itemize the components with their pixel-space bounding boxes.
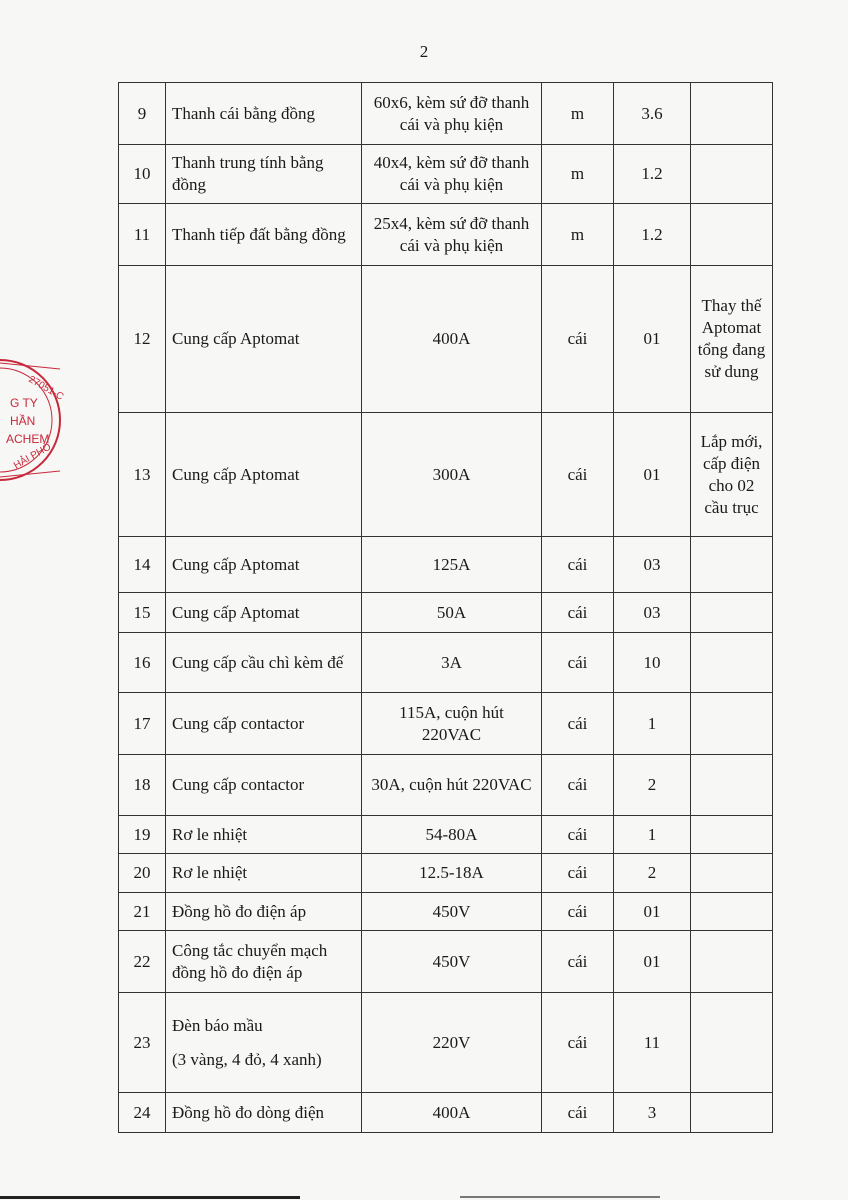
- item-name: Cung cấp contactor: [166, 755, 362, 816]
- item-note: [691, 931, 773, 993]
- item-number: 18: [119, 755, 166, 816]
- table-row: [119, 755, 773, 816]
- table-row: [119, 854, 773, 893]
- item-note: Thay thế Aptomat tổng đang sử dung: [691, 266, 773, 413]
- item-name: Cung cấp Aptomat: [166, 537, 362, 593]
- item-spec: 60x6, kèm sứ đỡ thanh cái và phụ kiện: [362, 83, 542, 145]
- svg-text:27051-C: 27051-C: [26, 374, 66, 403]
- item-unit: cái: [542, 537, 614, 593]
- item-number: 24: [119, 1093, 166, 1133]
- item-number: 9: [119, 83, 166, 145]
- item-spec: 400A: [362, 266, 542, 413]
- item-quantity: 1: [614, 816, 691, 854]
- item-number: 15: [119, 593, 166, 633]
- item-unit: cái: [542, 854, 614, 893]
- table-row: [119, 1093, 773, 1133]
- item-spec: 3A: [362, 633, 542, 693]
- item-number: 16: [119, 633, 166, 693]
- item-note: [691, 537, 773, 593]
- table-row: [119, 204, 773, 266]
- item-unit: cái: [542, 693, 614, 755]
- item-unit: cái: [542, 1093, 614, 1133]
- item-unit: cái: [542, 755, 614, 816]
- items-table: [118, 82, 773, 1133]
- item-name: Rơ le nhiệt: [166, 816, 362, 854]
- item-unit: m: [542, 83, 614, 145]
- item-number: 11: [119, 204, 166, 266]
- item-spec: 50A: [362, 593, 542, 633]
- item-unit: cái: [542, 993, 614, 1093]
- item-number: 23: [119, 993, 166, 1093]
- item-spec: 220V: [362, 993, 542, 1093]
- item-quantity: 10: [614, 633, 691, 693]
- item-spec: 54-80A: [362, 816, 542, 854]
- item-unit: cái: [542, 633, 614, 693]
- item-spec: 300A: [362, 413, 542, 537]
- item-spec: 12.5-18A: [362, 854, 542, 893]
- table-row: [119, 893, 773, 931]
- item-name: Thanh cái bằng đồng: [166, 83, 362, 145]
- item-note: [691, 145, 773, 204]
- item-name-text: Đèn báo mầu: [172, 1015, 263, 1035]
- item-unit: m: [542, 145, 614, 204]
- svg-text:HẦN: HẦN: [10, 414, 36, 428]
- item-spec: 115A, cuộn hút 220VAC: [362, 693, 542, 755]
- item-quantity: 1: [614, 693, 691, 755]
- item-name: Cung cấp Aptomat: [166, 266, 362, 413]
- table-row: [119, 693, 773, 755]
- item-number: 22: [119, 931, 166, 993]
- item-unit: cái: [542, 413, 614, 537]
- table-row: [119, 83, 773, 145]
- item-spec: 450V: [362, 893, 542, 931]
- item-note: Lắp mới, cấp điện cho 02 cầu trục: [691, 413, 773, 537]
- item-number: 12: [119, 266, 166, 413]
- item-spec: 25x4, kèm sứ đỡ thanh cái và phụ kiện: [362, 204, 542, 266]
- svg-text:G TY: G TY: [10, 396, 38, 410]
- item-name: Cung cấp cầu chì kèm đế: [166, 633, 362, 693]
- item-unit: cái: [542, 931, 614, 993]
- item-quantity: 03: [614, 537, 691, 593]
- table-row: [119, 593, 773, 633]
- table-row: [119, 145, 773, 204]
- item-quantity: 1.2: [614, 204, 691, 266]
- item-quantity: 2: [614, 755, 691, 816]
- item-note: [691, 854, 773, 893]
- bottom-rule: [0, 1196, 300, 1199]
- item-quantity: 01: [614, 413, 691, 537]
- item-name-note: (3 vàng, 4 đỏ, 4 xanh): [172, 1049, 322, 1069]
- item-unit: cái: [542, 893, 614, 931]
- item-note: [691, 993, 773, 1093]
- table-row: [119, 413, 773, 537]
- item-number: 10: [119, 145, 166, 204]
- item-name: Thanh tiếp đất bằng đồng: [166, 204, 362, 266]
- item-quantity: 1.2: [614, 145, 691, 204]
- item-note: [691, 83, 773, 145]
- svg-text:HẢI PHÒ: HẢI PHÒ: [12, 441, 54, 472]
- item-note: [691, 693, 773, 755]
- item-quantity: 11: [614, 993, 691, 1093]
- item-unit: cái: [542, 266, 614, 413]
- item-note: [691, 893, 773, 931]
- item-unit: cái: [542, 593, 614, 633]
- item-note: [691, 204, 773, 266]
- item-note: [691, 1093, 773, 1133]
- item-spec: 40x4, kèm sứ đỡ thanh cái và phụ kiện: [362, 145, 542, 204]
- item-quantity: 01: [614, 931, 691, 993]
- item-spec: 450V: [362, 931, 542, 993]
- item-name: Công tắc chuyển mạch đồng hồ đo điện áp: [166, 931, 362, 993]
- table-row: [119, 993, 773, 1093]
- item-number: 19: [119, 816, 166, 854]
- item-name: Cung cấp Aptomat: [166, 413, 362, 537]
- table-row: [119, 816, 773, 854]
- item-unit: m: [542, 204, 614, 266]
- item-note: [691, 755, 773, 816]
- item-note: [691, 816, 773, 854]
- item-spec: 125A: [362, 537, 542, 593]
- svg-text:ACHEM: ACHEM: [6, 432, 50, 446]
- items-table-body: [119, 83, 773, 1133]
- item-name: Cung cấp Aptomat: [166, 593, 362, 633]
- company-seal: [0, 345, 66, 495]
- item-note: [691, 593, 773, 633]
- item-name: Rơ le nhiệt: [166, 854, 362, 893]
- item-number: 21: [119, 893, 166, 931]
- table-row: [119, 266, 773, 413]
- item-note: [691, 633, 773, 693]
- item-number: 13: [119, 413, 166, 537]
- item-quantity: 01: [614, 893, 691, 931]
- item-quantity: 2: [614, 854, 691, 893]
- item-quantity: 03: [614, 593, 691, 633]
- item-spec: 400A: [362, 1093, 542, 1133]
- item-name: [166, 993, 362, 1093]
- item-quantity: 01: [614, 266, 691, 413]
- item-quantity: 3.6: [614, 83, 691, 145]
- item-number: 14: [119, 537, 166, 593]
- table-row: [119, 931, 773, 993]
- table-row: [119, 537, 773, 593]
- table-row: [119, 633, 773, 693]
- item-name: Thanh trung tính bằng đồng: [166, 145, 362, 204]
- item-number: 20: [119, 854, 166, 893]
- item-name: Đồng hồ đo dòng điện: [166, 1093, 362, 1133]
- item-name: Đồng hồ đo điện áp: [166, 893, 362, 931]
- item-unit: cái: [542, 816, 614, 854]
- item-quantity: 3: [614, 1093, 691, 1133]
- item-name: Cung cấp contactor: [166, 693, 362, 755]
- bottom-rule-right: [460, 1196, 660, 1198]
- page-number: 2: [419, 42, 429, 61]
- item-spec: 30A, cuộn hút 220VAC: [362, 755, 542, 816]
- item-number: 17: [119, 693, 166, 755]
